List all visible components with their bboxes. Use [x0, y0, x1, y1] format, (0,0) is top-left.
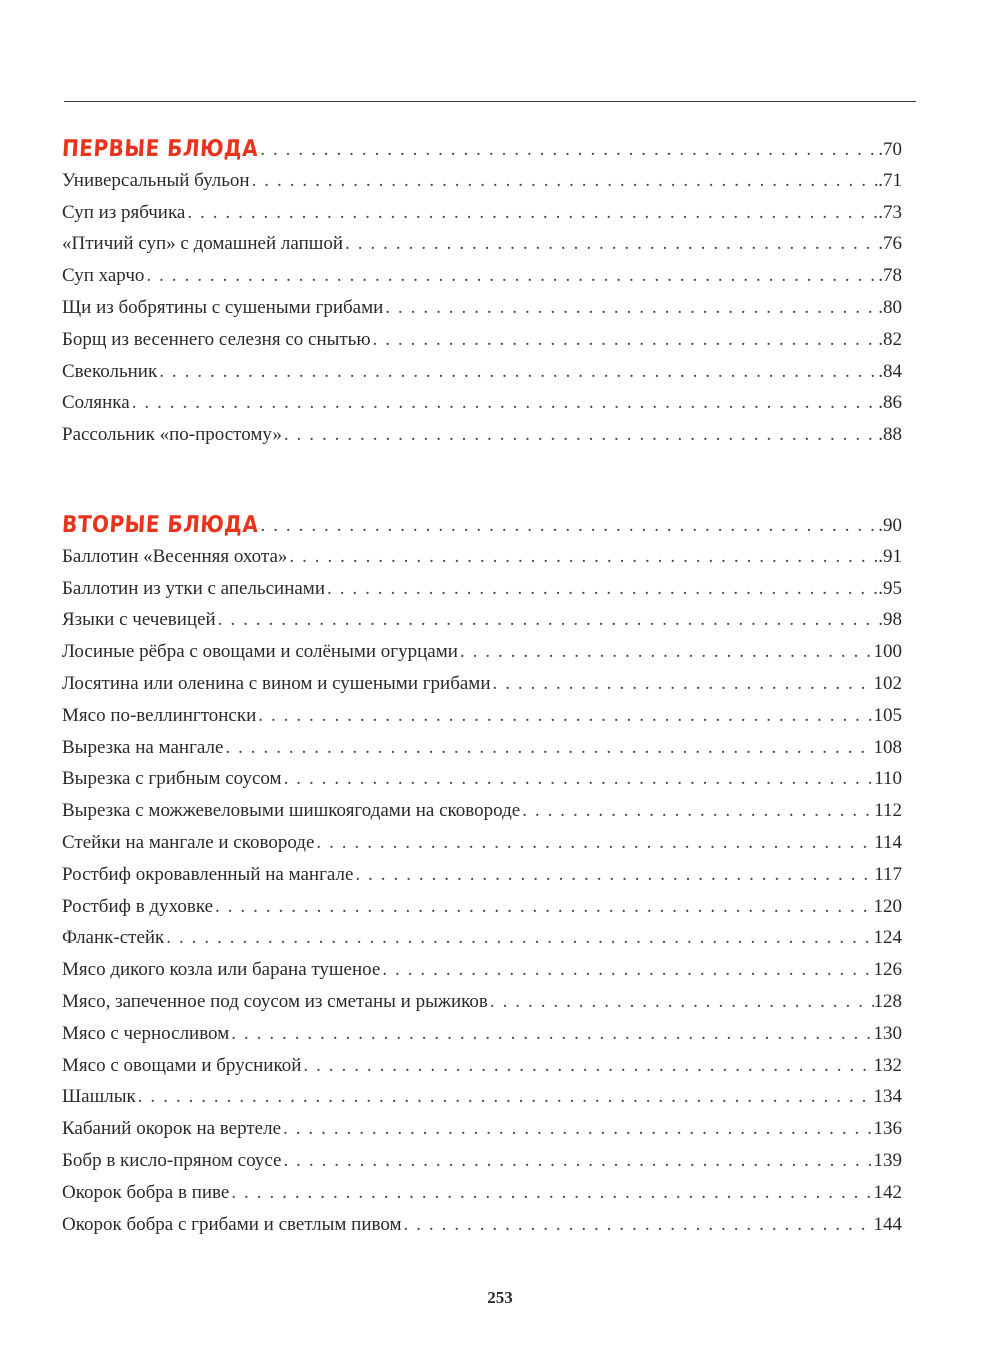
toc-entry[interactable] [62, 636, 902, 668]
toc-entry[interactable] [62, 228, 902, 260]
toc-entry-title: Солянка [62, 392, 130, 414]
dot-leader [520, 795, 874, 827]
toc-entry[interactable] [62, 763, 902, 795]
toc-entry-title: Окорок бобра в пиве [62, 1181, 230, 1203]
dot-leader [488, 986, 874, 1018]
dot-leader [229, 1018, 873, 1050]
dot-leader [458, 636, 874, 668]
toc-entry-title: Ростбиф окровавленный на мангале [62, 863, 354, 885]
toc-entry-page: .80 [878, 296, 902, 318]
toc-entry-title: Свекольник [62, 360, 158, 382]
dot-leader [185, 197, 878, 229]
toc-entry-page: 105 [873, 704, 902, 726]
dot-leader [301, 1050, 873, 1082]
toc-entry[interactable] [62, 891, 902, 923]
toc-entry-title: Шашлык [62, 1086, 136, 1108]
toc-entry-title: Вырезка на мангале [62, 736, 224, 758]
dot-leader [353, 859, 874, 891]
dot-leader [282, 419, 878, 451]
dot-leader [144, 260, 878, 292]
dot-leader [383, 292, 878, 324]
toc-entry-page: 117 [874, 863, 902, 885]
toc-entry-page: .84 [878, 360, 902, 382]
section-heading[interactable] [62, 133, 902, 165]
toc-entry[interactable] [62, 292, 902, 324]
toc-entry-page: 139 [873, 1149, 902, 1171]
toc-entry-page: .82 [878, 328, 902, 350]
toc-entry-page: 128 [873, 990, 902, 1012]
toc-entry-title: Мясо по-веллингтонски [62, 704, 257, 726]
dot-leader [213, 891, 873, 923]
toc-entry[interactable] [62, 922, 902, 954]
toc-entry[interactable] [62, 1050, 902, 1082]
dot-leader [164, 922, 873, 954]
toc-entry[interactable] [62, 986, 902, 1018]
toc-entry[interactable] [62, 260, 902, 292]
toc-entry-title: Фланк-стейк [62, 927, 165, 949]
toc-entry[interactable] [62, 197, 902, 229]
toc-entry-page: .76 [878, 233, 902, 255]
toc-entry-page: .73 [878, 201, 902, 223]
toc-entry-page: 130 [873, 1022, 902, 1044]
dot-leader [223, 732, 873, 764]
toc-entry[interactable] [62, 324, 902, 356]
toc-entry[interactable] [62, 1209, 902, 1241]
toc-entry-page: 126 [873, 959, 902, 981]
toc-entry-title: Лосятина или оленина с вином и сушеными грибами [62, 672, 491, 694]
dot-leader [491, 668, 874, 700]
toc-entry-page: .95 [878, 577, 902, 599]
toc-section-main-courses [62, 509, 902, 1240]
toc-entry-page: 114 [874, 831, 902, 853]
toc-entry-page: .88 [878, 424, 902, 446]
dot-leader [229, 1177, 873, 1209]
toc-entry[interactable] [62, 356, 902, 388]
dot-leader [157, 356, 878, 388]
toc-section-first-courses [62, 133, 902, 451]
toc-entry[interactable] [62, 1177, 902, 1209]
toc-entry[interactable] [62, 1113, 902, 1145]
section-heading-page: .70 [878, 139, 902, 160]
toc-entry-title: Мясо с овощами и брусникой [62, 1054, 302, 1076]
toc-entry-title: Стейки на мангале и сковороде [62, 831, 315, 853]
toc-entry[interactable] [62, 700, 902, 732]
toc-entry-page: .86 [878, 392, 902, 414]
toc-entry-title: Рассольник «по-простому» [62, 424, 282, 446]
toc-entry-page: 136 [873, 1118, 902, 1140]
section-heading-page: .90 [878, 515, 902, 536]
toc-entry-title: Баллотин «Весенняя охота» [62, 545, 288, 567]
dot-leader [258, 134, 878, 166]
toc-entry-page: .78 [878, 265, 902, 287]
toc-entry[interactable] [62, 165, 902, 197]
dot-leader [287, 541, 878, 573]
dot-leader [314, 827, 874, 859]
toc-entry-title: Языки с чечевицей [62, 609, 216, 631]
toc-entry[interactable] [62, 1081, 902, 1113]
toc-entry[interactable] [62, 573, 902, 605]
section-heading-title: ВТОРЫЕ БЛЮДА [61, 510, 260, 538]
toc-entry-title: Борщ из весеннего селезня со снытью [62, 328, 371, 350]
toc-entry-page: 144 [873, 1213, 902, 1235]
toc-entry[interactable] [62, 387, 902, 419]
toc-entry-page: 142 [873, 1181, 902, 1203]
toc-entry-page: 120 [873, 895, 902, 917]
section-heading-title: ПЕРВЫЕ БЛЮДА [61, 134, 260, 162]
toc-entry-title: Суп из рябчика [62, 201, 186, 223]
page-number: 253 [487, 1288, 513, 1307]
toc-entry[interactable] [62, 859, 902, 891]
toc-entry-page: 110 [874, 768, 902, 790]
dot-leader [402, 1209, 874, 1241]
toc-entry-title: Мясо дикого козла или барана тушеное [62, 959, 381, 981]
toc-entry-title: Универсальный бульон [62, 169, 250, 191]
toc-entry-title: Лосиные рёбра с овощами и солёными огурцами [62, 641, 458, 663]
toc-entry-title: Окорок бобра с грибами и светлым пивом [62, 1213, 402, 1235]
toc-entry-title: Баллотин из утки с апельсинами [62, 577, 325, 599]
toc-entry-page: .91 [878, 545, 902, 567]
toc-entry[interactable] [62, 668, 902, 700]
toc-entry[interactable] [62, 954, 902, 986]
dot-leader [343, 228, 878, 260]
toc-entry-page: 102 [873, 672, 902, 694]
dot-leader [282, 763, 875, 795]
toc-entry[interactable] [62, 732, 902, 764]
dot-leader [281, 1145, 873, 1177]
dot-leader [130, 387, 879, 419]
toc-entry-title: Вырезка с можжевеловыми шишкоягодами на сковороде [62, 800, 521, 822]
top-rule [64, 101, 916, 102]
toc-entry-title: Суп харчо [62, 265, 145, 287]
toc-entry-title: «Птичий суп» с домашней лапшой [62, 233, 344, 255]
dot-leader [136, 1081, 874, 1113]
toc-entry[interactable] [62, 827, 902, 859]
toc-entry-title: Бобр в кисло-пряном соусе [62, 1149, 282, 1171]
dot-leader [325, 573, 878, 605]
toc-entry-title: Мясо, запеченное под соусом из сметаны и рыжиков [62, 990, 488, 1012]
toc-entry[interactable] [62, 419, 902, 451]
dot-leader [250, 165, 879, 197]
toc-entry-page: 124 [873, 927, 902, 949]
dot-leader [256, 700, 873, 732]
dot-leader [380, 954, 873, 986]
toc-entry-title: Кабаний окорок на вертеле [62, 1118, 282, 1140]
toc-entry[interactable] [62, 795, 902, 827]
dot-leader [281, 1113, 873, 1145]
dot-leader [216, 604, 879, 636]
section-heading[interactable] [62, 509, 902, 541]
toc-entry-title: Вырезка с грибным соусом [62, 768, 282, 790]
toc-entry-page: 108 [873, 736, 902, 758]
toc-entry-page: 100 [873, 641, 902, 663]
toc-entry[interactable] [62, 1145, 902, 1177]
toc-entry[interactable] [62, 541, 902, 573]
toc-entry-page: .98 [878, 609, 902, 631]
toc-entry[interactable] [62, 604, 902, 636]
toc-entry-page: 112 [874, 800, 902, 822]
dot-leader [371, 324, 879, 356]
toc-entry-page: 134 [873, 1086, 902, 1108]
toc-entry-title: Ростбиф в духовке [62, 895, 214, 917]
toc-entry-page: 132 [873, 1054, 902, 1076]
toc-entry-title: Щи из бобрятины с сушеными грибами [62, 296, 384, 318]
dot-leader [259, 510, 879, 542]
toc-entry-title: Мясо с черносливом [62, 1022, 230, 1044]
toc-entry-page: .71 [878, 169, 902, 191]
toc-entry[interactable] [62, 1018, 902, 1050]
